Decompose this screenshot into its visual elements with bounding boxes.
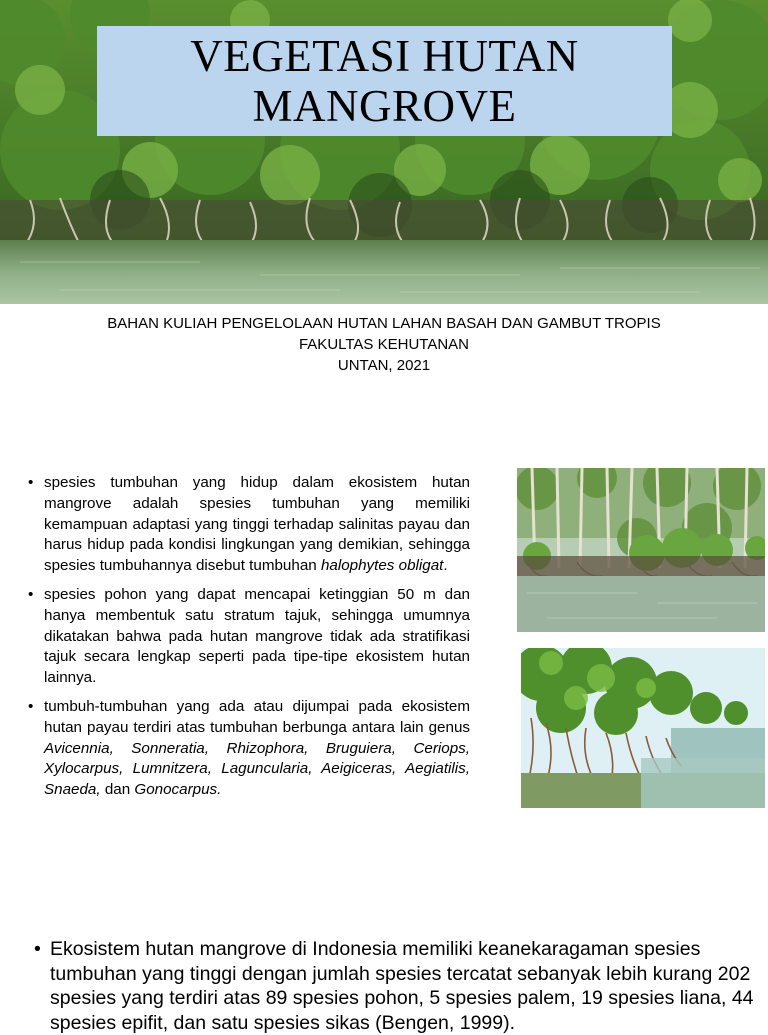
subtitle-block [0, 313, 768, 376]
bullet-text-mid: dan [100, 781, 135, 799]
bullet-italic-genera: Avicennia, Sonneratia, Rhizophora, Bruguiera, Ceriops, Xylocarpus, Lumnitzera, Laguncularia, Aeigiceras, Aegiatilis, Snaeda, [44, 739, 470, 799]
mangrove-shoreline-image [521, 648, 765, 808]
course-name: BAHAN KULIAH PENGELOLAAN HUTAN LAHAN BASAH DAN GAMBUT TROPIS [107, 315, 661, 332]
bullet-text: spesies pohon yang dapat mencapai ketinggian 50 m dan hanya membentuk satu stratum tajuk, sehingga umumnya dikatakan bahwa pada hutan mangrove tidak ada stratifikasi tajuk secara lengkap seperti pada tipe-tipe ekosistem hutan lainnya. [44, 585, 470, 687]
bullet-glyph: • [34, 938, 41, 960]
summary-bullet-list [34, 937, 754, 1035]
title-line-2: MANGROVE [252, 81, 517, 131]
bullet-glyph: • [28, 474, 34, 491]
bullet-item [28, 473, 470, 577]
bullet-text: tumbuh-tumbuhan yang ada atau dijumpai pada ekosistem hutan payau terdiri atas tumbuhan berbunga antara lain genus [44, 697, 470, 736]
bullet-item [28, 697, 470, 801]
description-bullet-list [28, 473, 470, 809]
bullet-glyph: • [28, 697, 34, 715]
slide-title [190, 31, 579, 131]
bullet-italic-genus: Gonocarpus. [134, 781, 222, 799]
mangrove-roots-photo [517, 468, 765, 632]
bullet-item [28, 585, 470, 689]
mangrove-shoreline-photo [521, 648, 765, 808]
university-year: UNTAN, 2021 [337, 357, 431, 374]
title-box [97, 26, 672, 136]
title-line-1: VEGETASI HUTAN [190, 31, 579, 81]
mangrove-roots-image [517, 468, 765, 632]
bullet-text: spesies tumbuhan yang hidup dalam ekosistem hutan mangrove adalah spesies tumbuhan yang memiliki kemampuan adaptasi yang tinggi terhadap salinitas payau dan harus hidup pada kondisi lingkungan yang demikian, sehingga spesies tumbuhannya disebut tumbuhan [44, 474, 470, 575]
bullet-italic-text: halophytes obligat [320, 557, 444, 575]
summary-bullet-item [34, 937, 754, 1035]
summary-text: Ekosistem hutan mangrove di Indonesia memiliki keanekaragaman spesies tumbuhan yang tinggi dengan jumlah spesies tercatat sebanyak lebih kurang 202 spesies yang terdiri atas 89 spesies pohon, 5 spesies palem, 19 spesies liana, 44 spesies epifit, dan satu spesies sikas (Bengen, 1999). [50, 938, 754, 1034]
faculty-name: FAKULTAS KEHUTANAN [298, 336, 470, 353]
bullet-glyph: • [28, 585, 34, 603]
bullet-text-tail: . [443, 557, 448, 575]
